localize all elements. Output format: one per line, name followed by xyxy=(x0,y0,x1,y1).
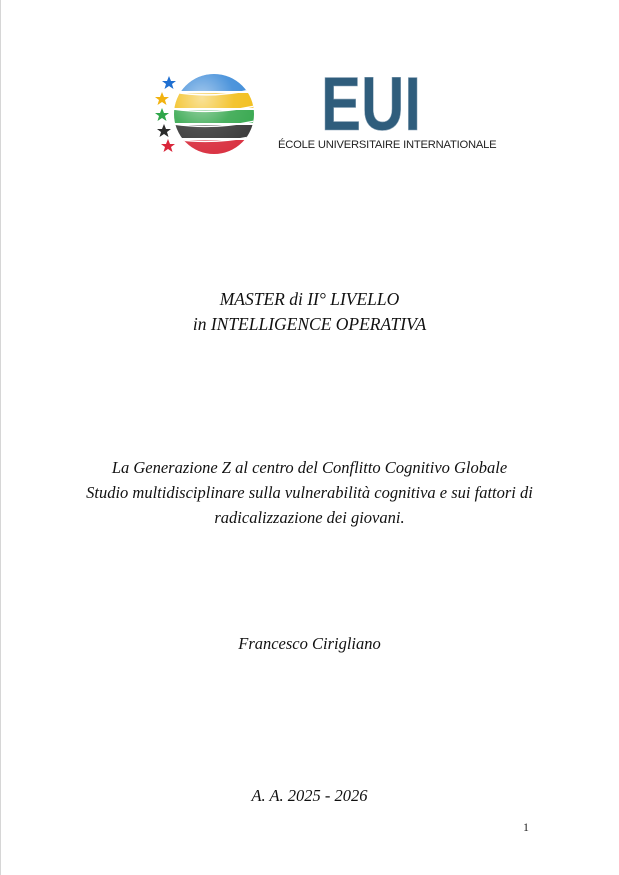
author-name: Francesco Cirigliano xyxy=(238,634,381,653)
star-icon xyxy=(155,108,169,121)
page-number: 1 xyxy=(523,820,529,834)
degree-title xyxy=(0,287,619,337)
eui-wordmark xyxy=(321,72,421,134)
academic-year: A. A. 2025 - 2026 xyxy=(251,786,368,805)
eui-logo xyxy=(153,72,497,158)
star-icon xyxy=(155,92,169,105)
star-icon xyxy=(161,139,175,152)
institution-name: ÉCOLE UNIVERSITAIRE INTERNATIONALE xyxy=(278,139,497,151)
page-edge xyxy=(0,0,1,875)
star-icon xyxy=(157,124,171,137)
degree-line-1: MASTER di II° LIVELLO xyxy=(219,289,400,309)
thesis-line-1: La Generazione Z al centro del Conflitto Cognitivo Globale xyxy=(111,458,508,477)
star-icon xyxy=(162,76,176,89)
wordmark-text: EUI xyxy=(321,72,421,134)
thesis-line-2: Studio multidisciplinare sulla vulnerabilità cognitiva e sui fattori di xyxy=(86,483,533,502)
thesis-title xyxy=(0,455,619,530)
thesis-line-3: radicalizzazione dei giovani. xyxy=(214,508,405,527)
degree-line-2: in INTELLIGENCE OPERATIVA xyxy=(192,314,427,334)
